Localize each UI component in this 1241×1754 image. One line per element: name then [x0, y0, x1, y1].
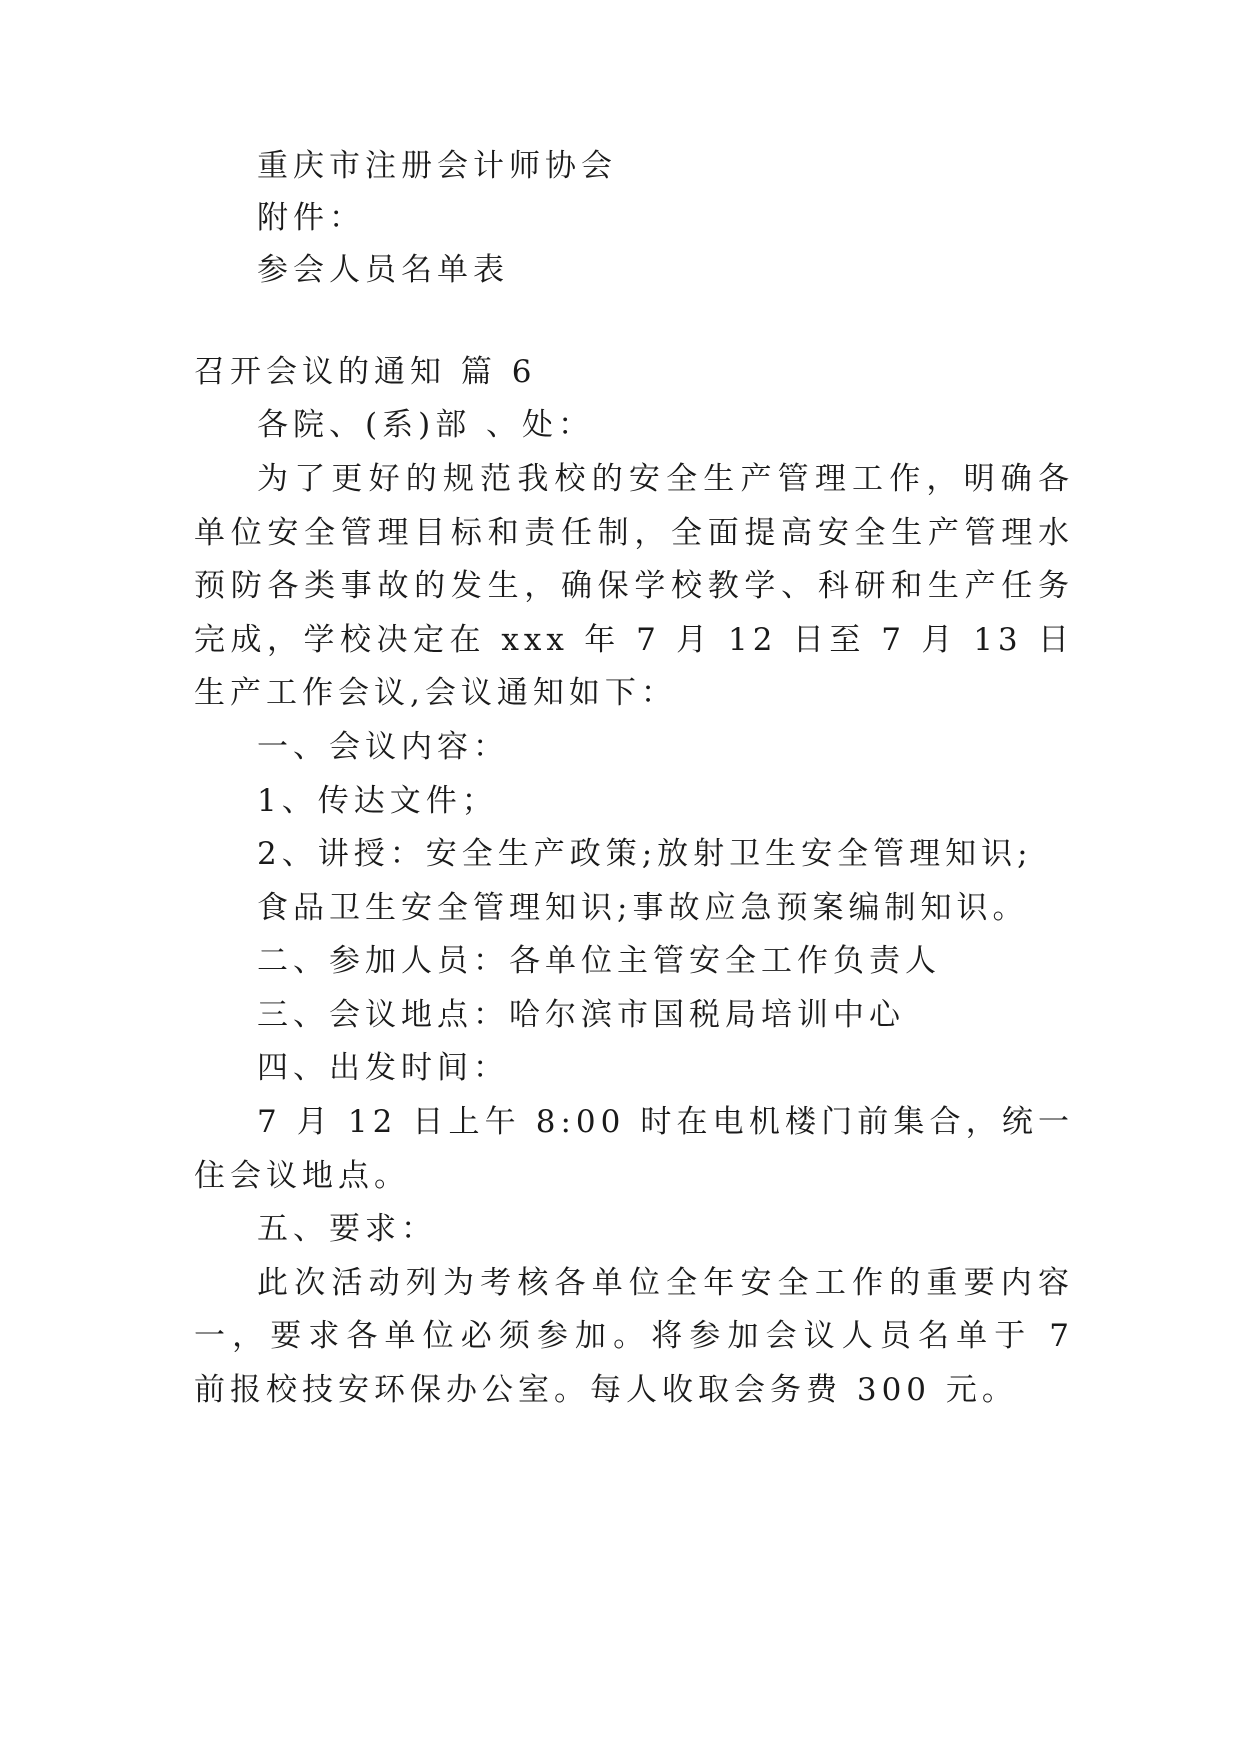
item5-line: 此次活动列为考核各单位全年安全工作的重要内容 — [257, 1265, 1074, 1301]
item1-sub2: 2、讲授：安全生产政策;放射卫生安全管理知识; — [257, 836, 1033, 872]
salutation: 各院、(系)部 、处： — [257, 407, 595, 443]
item3-location: 三、会议地点：哈尔滨市国税局培训中心 — [257, 997, 905, 1033]
item5-line: 一，要求各单位必须参加。将参加会议人员名单于 7 — [194, 1318, 1074, 1354]
item5-line: 前报校技安环保办公室。每人收取会务费 300 元。 — [194, 1372, 1018, 1408]
section-heading: 召开会议的通知 篇 6 — [194, 354, 537, 390]
intro-line: 生产工作会议,会议通知如下： — [194, 675, 677, 711]
intro-line: 为了更好的规范我校的安全生产管理工作，明确各 — [257, 461, 1074, 497]
attachment-item: 参会人员名单表 — [257, 252, 509, 288]
attachment-label: 附件： — [257, 200, 365, 236]
item2-participants: 二、参加人员：各单位主管安全工作负责人 — [257, 943, 941, 979]
item1-sub1: 1、传达文件； — [257, 783, 498, 819]
intro-line: 单位安全管理目标和责任制，全面提高安全生产管理水 — [194, 515, 1074, 551]
item4-line: 7 月 12 日上午 8:00 时在电机楼门前集合，统一 — [257, 1104, 1074, 1140]
intro-line: 完成，学校决定在 xxx 年 7 月 12 日至 7 月 13 日 — [194, 622, 1074, 658]
item4-line: 住会议地点。 — [194, 1158, 410, 1194]
item4-heading: 四、出发时间： — [257, 1050, 509, 1086]
intro-line: 预防各类事故的发生，确保学校教学、科研和生产任务 — [194, 568, 1074, 604]
item1-sub2-cont: 食品卫生安全管理知识;事故应急预案编制知识。 — [257, 890, 1029, 926]
item5-heading: 五、要求： — [257, 1211, 437, 1247]
organization-signature: 重庆市注册会计师协会 — [257, 148, 617, 184]
item1-heading: 一、会议内容： — [257, 729, 509, 765]
